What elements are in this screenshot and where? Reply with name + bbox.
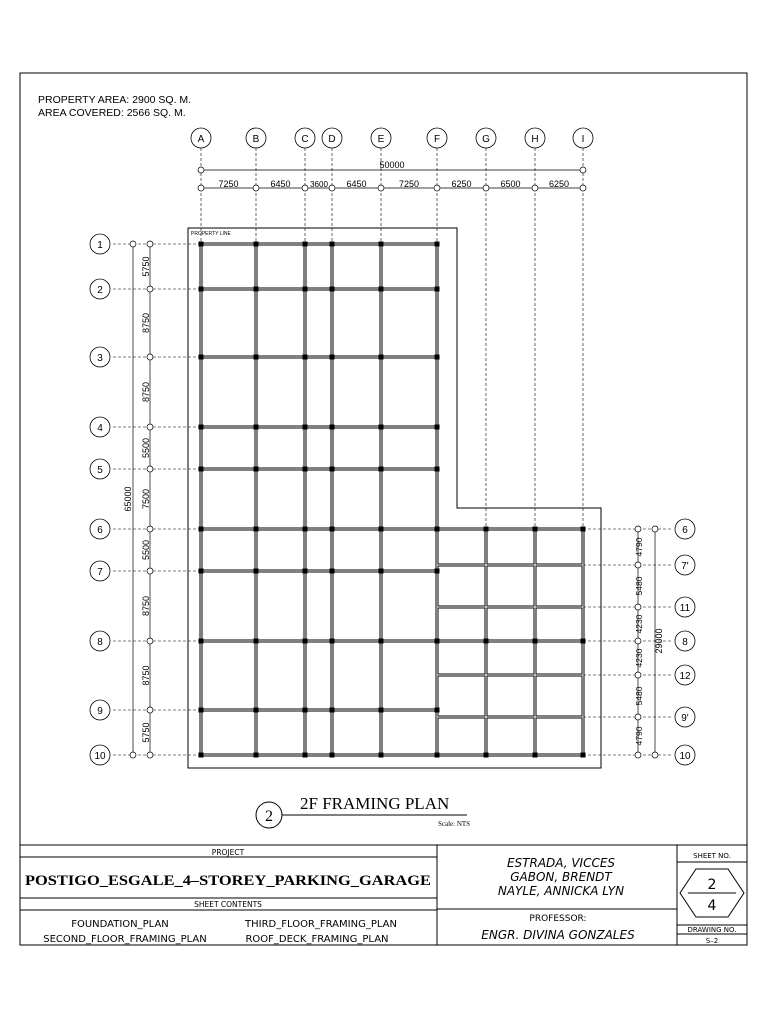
column-marker	[533, 527, 538, 532]
column-marker	[435, 708, 440, 713]
dim-row-spacing-right-3: 4230	[634, 648, 644, 668]
dim-total-depth-left: 65000	[123, 486, 133, 512]
column-marker	[435, 639, 440, 644]
column-marker	[330, 708, 335, 713]
column-marker	[254, 355, 259, 360]
grid-label-row-9: 9	[97, 706, 103, 717]
dim-row-spacing-left-6: 8750	[141, 595, 151, 617]
grid-label-row-2: 2	[97, 285, 103, 296]
dim-col-spacing-7: 6250	[548, 179, 570, 189]
column-marker	[379, 467, 384, 472]
property-line	[188, 228, 601, 768]
dim-tick	[635, 604, 641, 610]
column-marker	[254, 425, 259, 430]
dim-tick	[580, 167, 586, 173]
dim-tick	[434, 185, 440, 191]
dim-tick	[532, 185, 538, 191]
professor-name: ENGR. DIVINA GONZALES	[481, 928, 635, 942]
dim-row-spacing-left-0: 5750	[141, 256, 151, 277]
grid-label-right-8: 8	[682, 637, 688, 648]
dim-tick	[147, 354, 153, 360]
dim-tick	[253, 185, 259, 191]
column-marker	[435, 467, 440, 472]
column-marker	[303, 569, 308, 574]
dim-tick	[635, 526, 641, 532]
column-marker	[199, 569, 204, 574]
column-marker	[379, 569, 384, 574]
column-marker	[254, 569, 259, 574]
author-1: ESTRADA, VICCES	[506, 856, 616, 870]
column-marker	[435, 753, 440, 758]
sheet-total: 4	[707, 898, 717, 914]
dim-tick	[130, 241, 136, 247]
drawing-scale: Scale: NTS	[438, 820, 471, 828]
dim-tick	[652, 526, 658, 532]
sheet-no-label: SHEET NO.	[693, 852, 731, 860]
dim-col-spacing-3: 6450	[346, 179, 367, 189]
column-marker	[199, 527, 204, 532]
column-marker	[254, 242, 259, 247]
column-marker	[330, 355, 335, 360]
column-marker	[435, 287, 440, 292]
column-marker	[379, 639, 384, 644]
author-2: GABON, BRENDT	[510, 870, 612, 884]
column-marker	[581, 639, 586, 644]
column-marker	[484, 753, 489, 758]
grid-label-h: H	[531, 134, 539, 145]
dim-tick	[329, 185, 335, 191]
dim-tick	[147, 568, 153, 574]
column-marker	[484, 527, 489, 532]
dim-row-spacing-left-2: 8750	[141, 381, 151, 403]
column-marker	[303, 639, 308, 644]
column-marker	[199, 425, 204, 430]
column-marker	[303, 287, 308, 292]
column-marker	[379, 287, 384, 292]
grid-label-row-3: 3	[97, 353, 103, 364]
column-marker	[199, 639, 204, 644]
grid-label-a: A	[197, 134, 205, 145]
grid-label-right-7p: 7'	[681, 561, 689, 572]
column-marker	[254, 639, 259, 644]
content-item-second-floor: SECOND_FLOOR_FRAMING_PLAN	[43, 934, 207, 945]
dim-row-spacing-left-5: 5500	[141, 539, 151, 561]
dim-row-spacing-left-8: 5750	[141, 722, 151, 743]
dim-tick	[580, 185, 586, 191]
dim-col-spacing-4: 7250	[398, 179, 420, 189]
drawing-number-value: S–2	[705, 937, 719, 945]
column-marker	[330, 639, 335, 644]
drawing-title-text: 2F FRAMING PLAN	[300, 794, 450, 813]
grid-label-row-4: 4	[97, 423, 103, 434]
column-marker	[303, 242, 308, 247]
dim-tick	[147, 526, 153, 532]
dim-tick	[147, 638, 153, 644]
grid-label-d: D	[328, 134, 336, 145]
dim-row-spacing-right-1: 5480	[634, 576, 644, 596]
grid-label-right-11: 11	[679, 603, 691, 614]
grid-lines	[113, 148, 672, 755]
column-marker	[379, 708, 384, 713]
column-marker	[199, 287, 204, 292]
dim-tick	[483, 185, 489, 191]
column-marker	[254, 287, 259, 292]
column-marker	[533, 639, 538, 644]
column-marker	[303, 527, 308, 532]
property-area-note: PROPERTY AREA: 2900 SQ. M.	[38, 94, 192, 106]
column-marker	[330, 753, 335, 758]
column-marker	[379, 527, 384, 532]
dim-row-spacing-right-5: 4790	[634, 726, 644, 746]
dim-tick	[635, 714, 641, 720]
framing-beams	[201, 244, 583, 755]
sheet-number: 2	[707, 877, 717, 893]
grid-label-g: G	[482, 134, 490, 145]
column-marker	[533, 753, 538, 758]
drawing-no-label: DRAWING NO.	[687, 926, 737, 934]
dim-tick	[652, 752, 658, 758]
column-marker	[435, 355, 440, 360]
dim-row-spacing-left-3: 5500	[141, 437, 151, 459]
dim-tick	[147, 466, 153, 472]
column-marker	[435, 569, 440, 574]
beam-inner-lines	[201, 244, 583, 755]
property-line-label: PROPERTY LINE	[191, 231, 231, 237]
grid-label-row-5: 5	[97, 465, 103, 476]
column-marker	[303, 355, 308, 360]
professor-label: PROFESSOR:	[529, 914, 587, 924]
drawing-title	[256, 794, 470, 828]
column-marker	[199, 708, 204, 713]
column-marker	[254, 527, 259, 532]
dim-tick	[147, 241, 153, 247]
column-marker	[303, 467, 308, 472]
dim-tick	[198, 185, 204, 191]
content-item-roof-deck: ROOF_DECK_FRAMING_PLAN	[245, 934, 389, 945]
column-marker	[435, 242, 440, 247]
author-3: NAYLE, ANNICKA LYN	[497, 884, 625, 898]
column-marker	[484, 639, 489, 644]
dim-tick	[147, 752, 153, 758]
column-marker	[581, 527, 586, 532]
column-marker	[330, 527, 335, 532]
dim-tick	[635, 638, 641, 644]
column-marker	[254, 467, 259, 472]
dim-tick	[635, 672, 641, 678]
column-marker	[254, 753, 259, 758]
column-marker	[254, 708, 259, 713]
column-marker	[303, 753, 308, 758]
grid-bubbles	[90, 128, 695, 765]
dim-tick	[302, 185, 308, 191]
content-item-third-floor: THIRD_FLOOR_FRAMING_PLAN	[245, 919, 397, 930]
column-marker	[199, 355, 204, 360]
title-block	[20, 845, 747, 945]
grid-label-c: C	[301, 134, 309, 145]
sheet-contents-label: SHEET CONTENTS	[194, 900, 262, 909]
dim-total-depth-right: 29000	[654, 628, 664, 654]
grid-label-b: B	[252, 134, 260, 145]
column-marker	[303, 708, 308, 713]
grid-label-f: F	[433, 134, 441, 145]
grid-label-row-7: 7	[97, 567, 103, 578]
dim-tick	[378, 185, 384, 191]
dim-tick	[130, 752, 136, 758]
column-marker	[199, 753, 204, 758]
dim-row-spacing-right-0: 4790	[634, 537, 644, 557]
column-marker	[330, 467, 335, 472]
dim-row-spacing-left-1: 8750	[141, 312, 151, 334]
grid-label-right-12: 12	[679, 671, 691, 682]
column-marker	[435, 527, 440, 532]
project-name: POSTIGO_ESGALE_4–STOREY_PARKING_GARAGE	[25, 873, 431, 889]
dim-row-spacing-right-2: 4230	[634, 614, 644, 634]
grid-label-row-10: 10	[94, 751, 106, 762]
drawing-number: 2	[265, 808, 273, 825]
dim-row-spacing-left-4: 7500	[141, 488, 151, 510]
column-marker	[303, 425, 308, 430]
column-marker	[199, 242, 204, 247]
column-marker	[330, 242, 335, 247]
dim-tick	[198, 167, 204, 173]
grid-label-row-6: 6	[97, 525, 103, 536]
grid-label-right-9p: 9'	[681, 713, 689, 724]
dim-tick	[635, 752, 641, 758]
dim-row-spacing-left-7: 8750	[141, 665, 151, 686]
grid-label-row-8: 8	[97, 637, 103, 648]
column-marker	[330, 569, 335, 574]
grid-label-row-1: 1	[97, 240, 103, 251]
grid-label-i: I	[581, 134, 585, 145]
column-marker	[379, 425, 384, 430]
dim-col-spacing-0: 7250	[218, 179, 239, 189]
column-marker	[199, 467, 204, 472]
dim-tick	[147, 424, 153, 430]
dim-total-width: 50000	[379, 160, 405, 170]
column-marker	[379, 242, 384, 247]
dim-row-spacing-right-4: 5480	[634, 686, 644, 706]
column-marker	[379, 753, 384, 758]
area-covered-note: AREA COVERED: 2566 SQ. M.	[38, 107, 186, 119]
column-marker	[379, 355, 384, 360]
column-marker	[330, 287, 335, 292]
column-marker	[330, 425, 335, 430]
dim-tick	[635, 562, 641, 568]
content-item-foundation: FOUNDATION_PLAN	[71, 919, 169, 930]
grid-label-right-6: 6	[682, 525, 688, 536]
dim-col-spacing-2: 3600	[310, 180, 328, 189]
dim-col-spacing-6: 6500	[500, 179, 521, 189]
dim-tick	[147, 707, 153, 713]
grid-label-right-10: 10	[679, 751, 691, 762]
project-label: PROJECT	[211, 848, 245, 857]
grid-label-e: E	[377, 134, 385, 145]
dim-col-spacing-5: 6250	[451, 179, 472, 189]
dim-col-spacing-1: 6450	[270, 179, 291, 189]
column-marker	[581, 753, 586, 758]
dim-tick	[147, 286, 153, 292]
column-marker	[435, 425, 440, 430]
